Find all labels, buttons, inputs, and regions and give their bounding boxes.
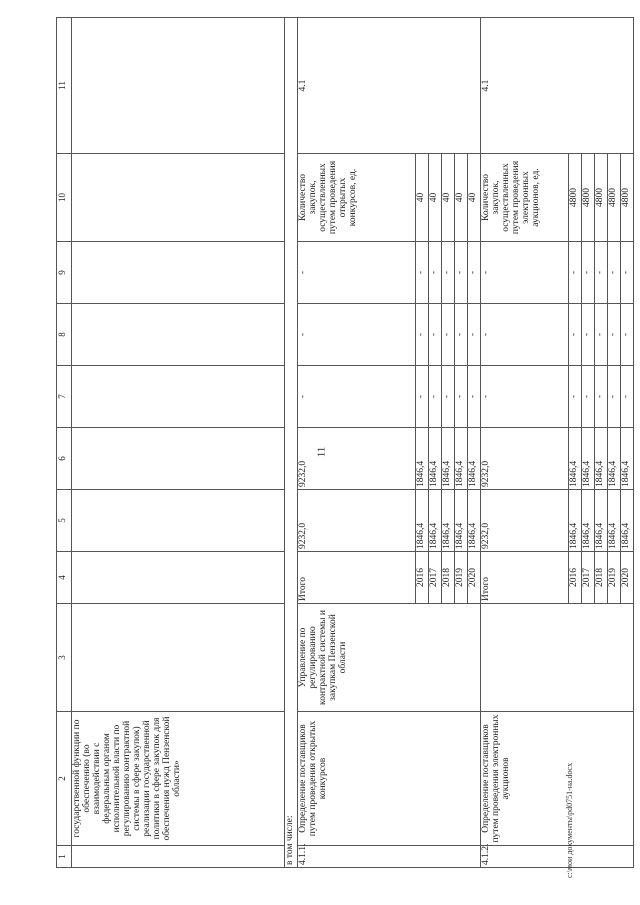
col-num: 8 (57, 304, 72, 366)
subheading-row (285, 18, 298, 868)
total-value: 9232,0 (297, 490, 415, 552)
year-row: 2020 1846,4 1846,4 - - - 4800 (620, 18, 633, 868)
col-num: 1 (57, 846, 72, 868)
section-number: 4.1.2. (480, 846, 633, 868)
link-number: 4.1 (297, 18, 480, 154)
year-row: 2018 1846,4 1846,4 - - - 40 (441, 18, 454, 868)
col-num: 4 (57, 552, 72, 604)
year-row: 2017 1846,4 1846,4 - - - 4800 (581, 18, 594, 868)
total-value: 9232,0 (297, 428, 415, 490)
rotated-table-wrapper (56, 18, 631, 868)
year-row: 2016 1846,4 1846,4 - - - 4800 (568, 18, 581, 868)
section-name: Определение поставщиков путем проведения открытых конкурсов (297, 712, 480, 846)
col-num: 5 (57, 490, 72, 552)
total-value: 9232,0 (480, 428, 568, 490)
link-number: 4.1 (480, 18, 633, 154)
year-row: 2018 1846,4 1846,4 - - - 4800 (594, 18, 607, 868)
footer-file-path: c:\мои документы\pd0751-на.docx (565, 762, 574, 878)
page-number: 11 (315, 446, 328, 458)
section-row: 4.1.1. Определение поставщиков путем проведения открытых конкурсов Управление по регулированию контрактной системы и закупкам Пензенской области Итого 9232,0 9232,0 - - - Количество закупок, осуществленных путем проведения открытых конкурсов, ед. 4.1 (297, 18, 415, 868)
col-num: 11 (57, 18, 72, 154)
col-num: 2 (57, 712, 72, 846)
section-name: Определение поставщиков путем проведения электронных аукционов (480, 712, 633, 846)
indicator: Количество закупок, осуществленных путем проведения открытых конкурсов, ед. (297, 154, 415, 242)
total-label: Итого (297, 552, 415, 604)
intro-row (72, 18, 285, 868)
section-executor (480, 604, 633, 712)
year-row: 2019 1846,4 1846,4 - - - 4800 (607, 18, 620, 868)
intro-text: государственной функции по обеспечению (во взаимодействии с федеральным органом исполнительной власти по регулированию контрактной системы в сфере закупок) реализации государственной политики в сфере закупок для обеспечения нужд Пензенской области» (72, 712, 285, 846)
section-row: 4.1.2. Определение поставщиков путем проведения электронных аукционов Итого 9232,0 9232,0 - - - Количество закупок, осуществленных путем проведения электронных аукционов, ед. 4.1 (480, 18, 568, 868)
section-executor: Управление по регулированию контрактной системы и закупкам Пензенской области (297, 604, 480, 712)
v-tom-chisle: в том числе: (285, 18, 298, 868)
total-value: 9232,0 (480, 490, 568, 552)
col-num: 7 (57, 366, 72, 428)
year-row: 2017 1846,4 1846,4 - - - 40 (428, 18, 441, 868)
year-row: 2016 1846,4 1846,4 - - - 40 (415, 18, 428, 868)
col-num: 9 (57, 242, 72, 304)
program-table (56, 17, 634, 868)
col-num: 3 (57, 604, 72, 712)
section-number: 4.1.1. (297, 846, 480, 868)
col-num: 10 (57, 154, 72, 242)
indicator: Количество закупок, осуществленных путем проведения электронных аукционов, ед. (480, 154, 568, 242)
total-label: Итого (480, 552, 568, 604)
col-num: 6 (57, 428, 72, 490)
year-row: 2019 1846,4 1846,4 - - - 40 (454, 18, 467, 868)
column-number-row (57, 18, 72, 868)
year-row: 2020 1846,4 1846,4 - - - 40 (467, 18, 480, 868)
